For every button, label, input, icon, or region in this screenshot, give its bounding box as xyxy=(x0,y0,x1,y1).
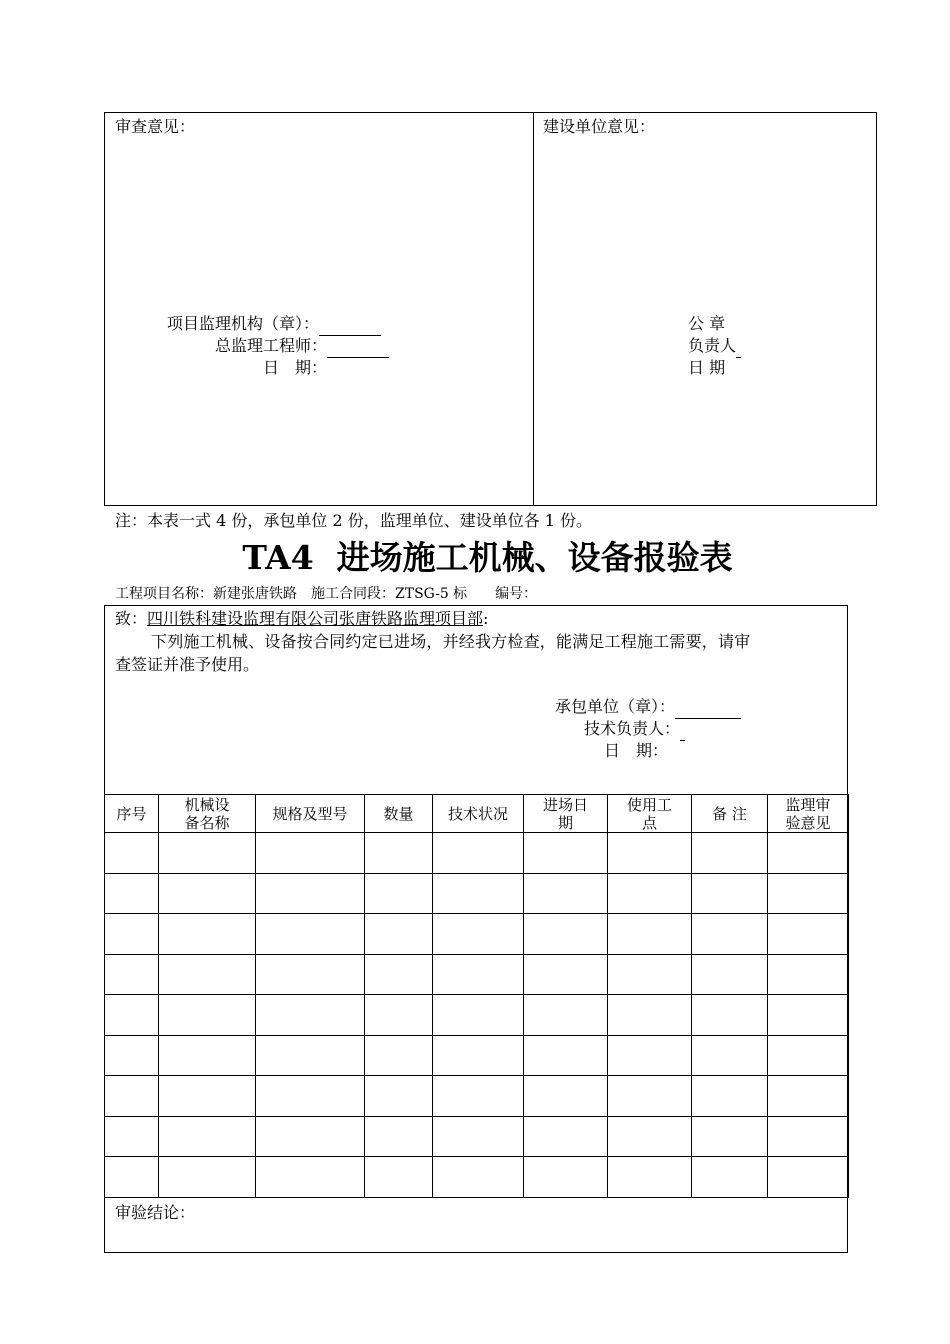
tech-person-label: 技术负责人： xyxy=(584,719,681,738)
review-opinion-box xyxy=(104,112,534,506)
table-cell[interactable] xyxy=(159,1157,256,1198)
header-cell xyxy=(768,795,849,833)
chief-engineer-label: 总监理工程师： xyxy=(215,336,328,355)
table-cell[interactable] xyxy=(768,1116,849,1157)
header-text: 机械设 xyxy=(184,795,230,814)
supervision-org-label: 项目监理机构（章）： xyxy=(167,314,320,333)
form-title: TA4 进场施工机械、设备报验表 xyxy=(242,538,733,577)
table-cell[interactable] xyxy=(433,1157,524,1198)
header-cell xyxy=(433,795,524,833)
table-cell[interactable] xyxy=(768,1035,849,1076)
addressee-line xyxy=(115,608,488,630)
table-cell[interactable] xyxy=(159,954,256,995)
header-text: 序号 xyxy=(116,804,147,823)
table-cell[interactable] xyxy=(105,1035,159,1076)
header-text: 数量 xyxy=(383,804,414,823)
contractor-signature-line[interactable] xyxy=(675,696,741,719)
official-seal-label: 公 章 xyxy=(688,314,726,333)
table-cell[interactable] xyxy=(256,1157,365,1198)
table-cell[interactable] xyxy=(768,833,849,874)
table-cell[interactable] xyxy=(365,914,433,955)
table-row xyxy=(105,1076,849,1117)
header-text: 进场日 xyxy=(542,795,588,814)
table-row xyxy=(105,1035,849,1076)
table-row xyxy=(105,954,849,995)
table-cell[interactable] xyxy=(365,1116,433,1157)
table-cell[interactable] xyxy=(256,914,365,955)
table-cell[interactable] xyxy=(105,954,159,995)
table-cell[interactable] xyxy=(365,833,433,874)
table-cell[interactable] xyxy=(524,1157,608,1198)
header-cell xyxy=(256,795,365,833)
table-cell[interactable] xyxy=(433,954,524,995)
copies-note: 注：本表一式 4 份，承包单位 2 份，监理单位、建设单位各 1 份。 xyxy=(115,511,593,530)
request-body-line1: 下列施工机械、设备按合同约定已进场，并经我方检查，能满足工程施工需要，请审 xyxy=(151,632,751,651)
to-suffix: : xyxy=(483,609,489,628)
table-cell[interactable] xyxy=(365,1157,433,1198)
table-cell[interactable] xyxy=(692,1116,768,1157)
table-cell[interactable] xyxy=(768,873,849,914)
owner-person-signature-line[interactable] xyxy=(736,335,741,358)
header-text: 验意见 xyxy=(785,813,831,832)
review-opinion-label: 审查意见： xyxy=(115,117,196,136)
table-cell[interactable] xyxy=(433,833,524,874)
table-cell[interactable] xyxy=(365,1035,433,1076)
table-cell[interactable] xyxy=(608,1116,692,1157)
table-cell[interactable] xyxy=(105,873,159,914)
table-cell[interactable] xyxy=(365,954,433,995)
table-cell[interactable] xyxy=(768,954,849,995)
table-row xyxy=(105,995,849,1036)
table-cell[interactable] xyxy=(692,833,768,874)
conclusion-label: 审验结论： xyxy=(115,1203,196,1222)
owner-date-label: 日 期 xyxy=(688,358,726,377)
supervision-org-signature-line[interactable] xyxy=(319,313,381,336)
chief-engineer-line xyxy=(215,335,389,358)
table-cell[interactable] xyxy=(159,873,256,914)
table-cell[interactable] xyxy=(159,1076,256,1117)
table-cell[interactable] xyxy=(608,873,692,914)
table-cell[interactable] xyxy=(608,1035,692,1076)
table-cell[interactable] xyxy=(256,833,365,874)
table-cell[interactable] xyxy=(692,995,768,1036)
table-cell[interactable] xyxy=(105,995,159,1036)
contractor-line xyxy=(555,696,741,719)
header-text: 技术状况 xyxy=(447,804,508,823)
table-cell[interactable] xyxy=(256,1035,365,1076)
table-cell[interactable] xyxy=(524,954,608,995)
table-cell[interactable] xyxy=(524,1035,608,1076)
table-cell[interactable] xyxy=(524,833,608,874)
owner-person-label: 负责人 xyxy=(688,336,737,355)
table-cell[interactable] xyxy=(365,1076,433,1117)
table-cell[interactable] xyxy=(692,1035,768,1076)
table-cell[interactable] xyxy=(159,914,256,955)
header-text: 期 xyxy=(557,813,573,832)
table-cell[interactable] xyxy=(608,1076,692,1117)
table-cell[interactable] xyxy=(159,833,256,874)
table-cell[interactable] xyxy=(105,914,159,955)
table-cell[interactable] xyxy=(692,873,768,914)
table-cell[interactable] xyxy=(768,914,849,955)
table-cell[interactable] xyxy=(768,1157,849,1198)
addressee-org: 四川铁科建设监理有限公司张唐铁路监理项目部 xyxy=(147,609,484,628)
table-cell[interactable] xyxy=(692,914,768,955)
table-cell[interactable] xyxy=(105,833,159,874)
table-cell[interactable] xyxy=(524,914,608,955)
table-cell[interactable] xyxy=(105,1076,159,1117)
header-cell xyxy=(524,795,608,833)
to-prefix: 致： xyxy=(115,609,148,628)
table-cell[interactable] xyxy=(256,873,365,914)
table-row xyxy=(105,914,849,955)
table-cell[interactable] xyxy=(159,1035,256,1076)
owner-opinion-box xyxy=(533,112,877,506)
request-body-line2: 查签证并准予使用。 xyxy=(115,655,260,674)
table-cell[interactable] xyxy=(256,1116,365,1157)
table-cell[interactable] xyxy=(433,873,524,914)
table-cell[interactable] xyxy=(256,954,365,995)
owner-opinion-label: 建设单位意见： xyxy=(543,117,656,136)
header-text: 备名称 xyxy=(184,813,230,832)
table-cell[interactable] xyxy=(256,1076,365,1117)
table-cell[interactable] xyxy=(524,1116,608,1157)
table-cell[interactable] xyxy=(256,995,365,1036)
table-cell[interactable] xyxy=(159,1116,256,1157)
table-row xyxy=(105,1157,849,1198)
table-cell[interactable] xyxy=(768,1076,849,1117)
table-row xyxy=(105,833,849,874)
table-cell[interactable] xyxy=(524,873,608,914)
table-cell[interactable] xyxy=(608,914,692,955)
header-cell xyxy=(692,795,768,833)
table-cell[interactable] xyxy=(608,1157,692,1198)
table-cell[interactable] xyxy=(105,1116,159,1157)
table-cell[interactable] xyxy=(433,914,524,955)
header-cell xyxy=(159,795,256,833)
table-cell[interactable] xyxy=(433,1116,524,1157)
table-cell[interactable] xyxy=(159,995,256,1036)
header-text: 使用工 xyxy=(626,795,672,814)
equipment-table xyxy=(104,794,849,1198)
header-text: 监理审 xyxy=(785,795,831,814)
tech-person-line xyxy=(584,718,685,741)
header-cell xyxy=(105,795,159,833)
chief-engineer-signature-line[interactable] xyxy=(327,335,389,358)
table-cell[interactable] xyxy=(433,1076,524,1117)
table-cell[interactable] xyxy=(105,1157,159,1198)
header-text: 备 注 xyxy=(712,804,747,823)
project-info-line: 工程项目名称：新建张唐铁路 施工合同段：ZTSG-5 标 编号： xyxy=(115,586,538,602)
supervision-org-line xyxy=(167,313,381,336)
table-cell[interactable] xyxy=(524,1076,608,1117)
table-cell[interactable] xyxy=(692,1157,768,1198)
table-cell[interactable] xyxy=(524,995,608,1036)
supervision-date-label: 日 期： xyxy=(263,358,328,377)
table-cell[interactable] xyxy=(433,1035,524,1076)
table-cell[interactable] xyxy=(433,995,524,1036)
table-cell[interactable] xyxy=(365,995,433,1036)
table-row xyxy=(105,1116,849,1157)
table-cell[interactable] xyxy=(768,995,849,1036)
table-row xyxy=(105,873,849,914)
table-cell[interactable] xyxy=(692,954,768,995)
table-cell[interactable] xyxy=(692,1076,768,1117)
table-cell[interactable] xyxy=(608,833,692,874)
header-text: 点 xyxy=(641,813,657,832)
lower-date-label: 日 期： xyxy=(604,741,669,760)
tech-person-signature-line[interactable] xyxy=(680,718,685,741)
table-header-row xyxy=(105,795,849,833)
header-cell xyxy=(608,795,692,833)
header-cell xyxy=(365,795,433,833)
table-cell[interactable] xyxy=(608,954,692,995)
contractor-label: 承包单位（章）： xyxy=(555,697,676,716)
table-cell[interactable] xyxy=(365,873,433,914)
owner-person-line xyxy=(688,335,741,358)
header-text: 规格及型号 xyxy=(272,804,348,823)
table-cell[interactable] xyxy=(608,995,692,1036)
